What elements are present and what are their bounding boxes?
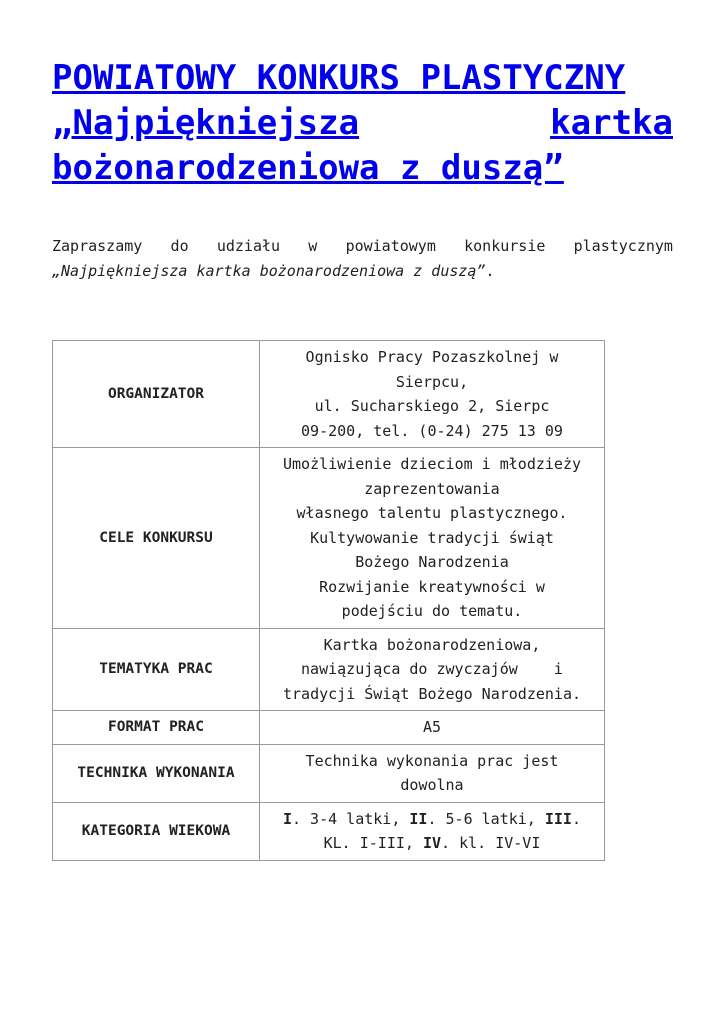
value-line: Kultywowanie tradycji świąt [310, 528, 554, 547]
value-line: 09-200, tel. (0-24) 275 13 09 [301, 421, 563, 440]
row-value [259, 448, 604, 629]
title-line-3: bożonarodzeniowa z duszą” [52, 148, 564, 188]
intro-word: powiatowym [345, 237, 436, 255]
value-line: zaprezentowania [364, 479, 500, 498]
category-numeral: II [409, 809, 428, 828]
intro-word: plastycznym [573, 237, 673, 255]
row-label: ORGANIZATOR [53, 341, 260, 448]
title-link[interactable] [52, 56, 673, 191]
value-line: nawiązująca do zwyczajów i [301, 660, 563, 678]
category-numeral: I [282, 809, 292, 828]
category-text: . 3-4 latki, [292, 809, 410, 828]
value-line: dowolna [400, 776, 464, 794]
value-line: Technika wykonania prac jest [305, 751, 559, 770]
value-line: tradycji Świąt Bożego Narodzenia. [282, 684, 581, 703]
intro-word: Zapraszamy [52, 237, 143, 255]
intro-paragraph [52, 234, 673, 284]
title-line-2-word-2: kartka [550, 103, 673, 143]
row-value [259, 711, 604, 745]
row-value [259, 628, 604, 711]
intro-word: w [308, 237, 318, 255]
row-label: KATEGORIA WIEKOWA [53, 802, 260, 860]
value-line: ul. Sucharskiego 2, Sierpc [314, 397, 550, 415]
category-text: . [571, 809, 581, 828]
intro-period: . [485, 262, 495, 280]
page-title[interactable] [52, 56, 673, 191]
intro-line-1 [52, 234, 673, 259]
category-text: . kl. IV-VI [441, 834, 541, 852]
intro-word: do [170, 237, 189, 255]
category-text: . 5-6 latki, [427, 809, 545, 828]
title-line-1: POWIATOWY KONKURS PLASTYCZNY [52, 58, 626, 98]
value-line: Umożliwienie dzieciom i młodzieży [282, 455, 581, 473]
category-text: KL. I-III, [323, 834, 423, 852]
category-numeral: IV [422, 834, 442, 852]
title-line-2 [52, 101, 673, 146]
table-row-goals [53, 448, 605, 629]
value-line: Rozwijanie kreatywności w [319, 577, 545, 596]
row-value [259, 802, 604, 860]
table-row-technique [53, 744, 605, 802]
row-value [259, 744, 604, 802]
table-row-theme [53, 628, 605, 711]
contest-info-table [52, 340, 605, 861]
title-line-2-word-1: „Najpiękniejsza [52, 103, 360, 143]
value-line: Bożego Narodzenia [355, 553, 509, 571]
value-line: Sierpcu, [395, 372, 469, 391]
value-line: własnego talentu plastycznego. [296, 504, 568, 522]
contest-name: „Najpiękniejsza kartka bożonarodzeniowa z duszą” [52, 262, 486, 280]
category-numeral: III [544, 809, 572, 828]
value-line: podejściu do tematu. [341, 602, 523, 620]
value-line [262, 831, 602, 856]
row-label: CELE KONKURSU [53, 448, 260, 629]
value-line: Kartka bożonarodzeniowa, [323, 635, 541, 654]
table-row-age-category [53, 802, 605, 860]
row-label: TECHNIKA WYKONANIA [53, 744, 260, 802]
value-line [262, 807, 602, 832]
value-line: Ognisko Pracy Pozaszkolnej w [305, 348, 559, 366]
row-label: FORMAT PRAC [53, 711, 260, 745]
row-value [259, 341, 604, 448]
row-label: TEMATYKA PRAC [53, 628, 260, 711]
intro-word: udziału [216, 237, 281, 255]
table-row-organizer [53, 341, 605, 448]
intro-line-2 [52, 262, 495, 280]
intro-word: konkursie [464, 237, 546, 255]
table-row-format [53, 711, 605, 745]
value-line: A5 [422, 718, 442, 736]
